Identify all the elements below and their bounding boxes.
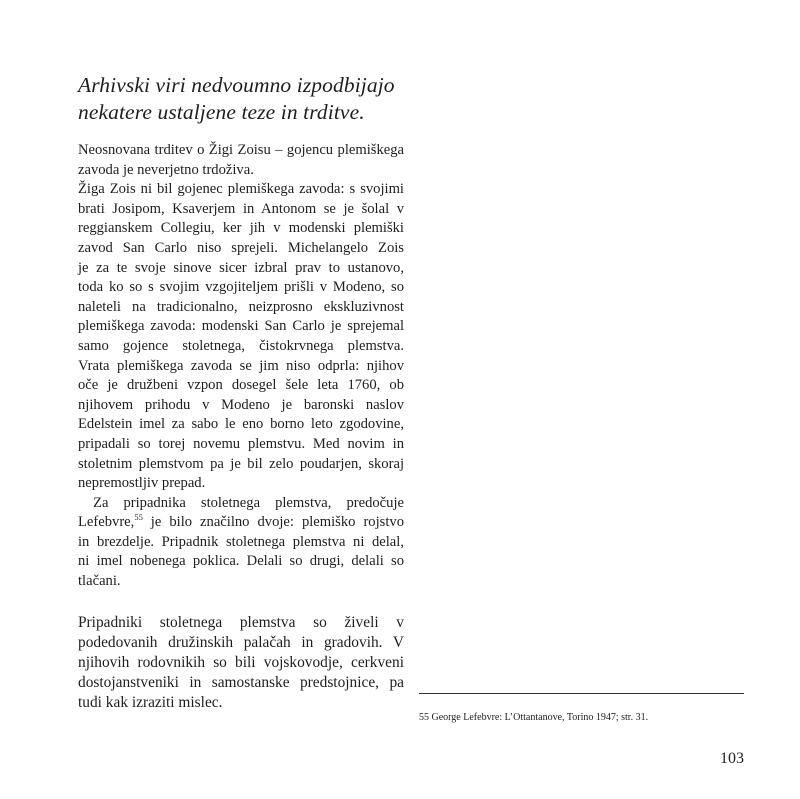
text-line: in brezdelje. Pripadnik stoletnega plemstva ni delal,	[78, 533, 404, 550]
footnote-divider	[419, 693, 744, 694]
text-line: zavoda je neverjetno trdoživa.	[78, 161, 254, 178]
text-line: tlačani.	[78, 573, 121, 590]
text-line: je za te svoje sinove sicer izbral prav to ustanovo,	[78, 259, 404, 276]
text-line: Za pripadnika stoletnega plemstva, predočuje	[78, 494, 404, 511]
text-line: naleteli na tradicionalno, neizprosno ekskluzivnost	[78, 298, 404, 315]
paragraph-1	[78, 141, 404, 180]
text-line: Neosnovana trditev o Žigi Zoisu – gojencu plemiškega	[78, 142, 404, 158]
text-line: plemiškega zavoda: modenski San Carlo je sprejemal	[78, 318, 404, 335]
footnote-reference[interactable]: 55	[134, 512, 143, 523]
footnote: 55 George Lefebvre: L’Ottantanove, Torino 1947; str. 31.	[419, 712, 649, 723]
text-fragment: je bilo značilno dvoje: plemiško rojstvo	[142, 514, 404, 531]
text-line: oče je družbeni vzpon dosegel šele leta 1760, ob	[78, 377, 404, 394]
text-line: toda ko so s svojim vzgojiteljem prišli v Modeno, so	[78, 279, 404, 296]
text-line: Vrata plemiškega zavoda se jim niso odprla: njihov	[78, 357, 404, 374]
text-line: podedovanih družinskih palačah in gradovih. V	[78, 633, 404, 651]
text-line: stoletnim plemstvom pa je bil zelo poudarjen, skoraj	[78, 455, 404, 472]
text-line: Žiga Zois ni bil gojenec plemiškega zavoda: s svojimi	[78, 181, 404, 198]
text-line-with-footnote-ref	[78, 513, 404, 533]
text-line: pripadali so torej novemu plemstvu. Med novim in	[78, 435, 404, 452]
paragraph-3	[78, 494, 404, 592]
text-line: zavod San Carlo niso sprejeli. Michelangelo Zois	[78, 239, 404, 256]
text-line: samo gojence stoletnega, čistokrvnega plemstva.	[78, 337, 404, 354]
text-fragment: Lefebvre,	[78, 514, 135, 531]
body-text-column	[78, 141, 404, 714]
text-line: nepremostljiv prepad.	[78, 475, 206, 492]
text-line: Edelstein imel za sabo le eno borno leto zgodovine,	[78, 416, 404, 433]
page-number: 103	[720, 750, 744, 767]
text-line: ni imel nobenega poklica. Delali so drugi, delali so	[78, 553, 404, 570]
paragraph-spacer	[78, 592, 404, 613]
text-line: Pripadniki stoletnega plemstva so živeli v	[78, 613, 404, 631]
paragraph-2	[78, 180, 404, 494]
text-line: dostojanstveniki in samostanske predstojnice, pa	[78, 674, 404, 692]
section-heading	[78, 72, 418, 126]
text-line: reggianskem Collegiu, ker jih v modenski plemiški	[78, 220, 404, 237]
paragraph-4	[78, 613, 404, 714]
section-heading-line-2: nekatere ustaljene teze in trditve.	[78, 100, 365, 124]
text-line: tudi kak izraziti mislec.	[78, 694, 223, 712]
text-line: brati Josipom, Ksaverjem in Antonom se je šolal v	[78, 200, 404, 217]
text-line: njihovem prihodu v Modeno je baronski naslov	[78, 396, 404, 413]
text-line: njihovih rodovnikih so bili vojskovodje, cerkveni	[78, 654, 404, 672]
section-heading-line-1: Arhivski viri nedvoumno izpodbijajo	[78, 73, 395, 97]
